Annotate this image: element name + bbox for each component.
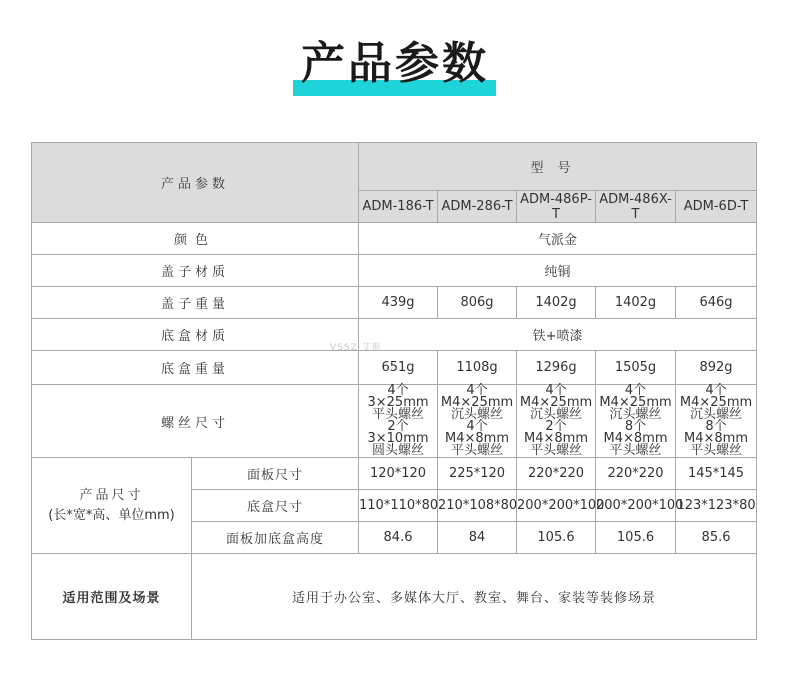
screw-line: 2个M4×8mm: [524, 419, 588, 446]
screw-line: 2个3×10mm: [367, 419, 429, 446]
box-size-value: 200*200*100: [517, 490, 596, 522]
header-type-cell: 型号: [359, 143, 757, 191]
row-label-box-material: 底盒材质: [32, 319, 359, 351]
total-height-value: 105.6: [596, 522, 676, 554]
row-label-cover-weight: 盖子重量: [32, 287, 359, 319]
dimensions-unit-label: (长*宽*高、单位mm): [48, 507, 175, 523]
page-title-wrap: [0, 38, 790, 90]
cover-weight-value: 806g: [438, 287, 517, 319]
model-header: ADM-286-T: [438, 191, 517, 223]
box-size-value: 200*200*100: [596, 490, 676, 522]
sub-label-box-size: 底盒尺寸: [192, 490, 359, 522]
scope-value: 适用于办公室、多媒体大厅、教室、舞台、家装等装修场景: [192, 554, 757, 640]
panel-size-value: 120*120: [359, 458, 438, 490]
screw-line: 4个M4×25mm: [519, 383, 593, 410]
box-size-value: 210*108*80: [438, 490, 517, 522]
panel-size-value: 145*145: [676, 458, 757, 490]
box-weight-value: 1296g: [517, 351, 596, 385]
screw-size-cell: [438, 385, 517, 458]
panel-size-value: 220*220: [517, 458, 596, 490]
cover-material-value: 纯铜: [359, 255, 757, 287]
header-main-cell: 产品参数: [32, 143, 359, 223]
cover-weight-value: 439g: [359, 287, 438, 319]
screw-size-cell: [596, 385, 676, 458]
row-label-box-weight: 底盒重量: [32, 351, 359, 385]
total-height-value: 84: [438, 522, 517, 554]
total-height-value: 84.6: [359, 522, 438, 554]
dimensions-label: 产品尺寸: [79, 487, 144, 503]
box-weight-value: 1108g: [438, 351, 517, 385]
screw-size-cell: [517, 385, 596, 458]
sub-label-panel-size: 面板尺寸: [192, 458, 359, 490]
dimensions-label-cell: [32, 458, 192, 554]
screw-line: 4个M4×25mm: [440, 383, 514, 410]
screw-line: 4个3×25mm: [367, 383, 429, 410]
panel-size-value: 225*120: [438, 458, 517, 490]
watermark: VSSZ 艾斯: [330, 343, 382, 353]
screw-line: 沉头螺丝: [530, 407, 583, 422]
screw-size-cell: [359, 385, 438, 458]
sub-label-total-height: 面板加底盒高度: [192, 522, 359, 554]
box-size-value: 123*123*80: [676, 490, 757, 522]
cover-weight-value: 646g: [676, 287, 757, 319]
cover-weight-value: 1402g: [596, 287, 676, 319]
panel-size-value: 220*220: [596, 458, 676, 490]
screw-size-cell: [676, 385, 757, 458]
box-weight-value: 1505g: [596, 351, 676, 385]
box-weight-value: 892g: [676, 351, 757, 385]
screw-line: 沉头螺丝: [451, 407, 504, 422]
screw-line: 4个M4×8mm: [445, 419, 509, 446]
screw-line: 平头螺丝: [530, 443, 583, 458]
row-label-cover-material: 盖子材质: [32, 255, 359, 287]
color-value: 气派金: [359, 223, 757, 255]
screw-line: 8个M4×8mm: [603, 419, 668, 446]
screw-line: 沉头螺丝: [609, 407, 662, 422]
scope-label: 适用范围及场景: [32, 554, 192, 640]
screw-line: 平头螺丝: [690, 443, 743, 458]
screw-line: 8个M4×8mm: [684, 419, 749, 446]
total-height-value: 105.6: [517, 522, 596, 554]
screw-line: 平头螺丝: [451, 443, 504, 458]
screw-line: 4个M4×25mm: [599, 383, 672, 410]
model-header: ADM-486X-T: [596, 191, 676, 223]
model-header: ADM-486P-T: [517, 191, 596, 223]
screw-line: 沉头螺丝: [690, 407, 743, 422]
page-title: 产品参数: [301, 38, 489, 89]
screw-line: 圆头螺丝: [372, 443, 425, 458]
row-label-color: 颜色: [32, 223, 359, 255]
box-weight-value: 651g: [359, 351, 438, 385]
model-header: ADM-186-T: [359, 191, 438, 223]
model-header: ADM-6D-T: [676, 191, 757, 223]
cover-weight-value: 1402g: [517, 287, 596, 319]
screw-line: 4个M4×25mm: [679, 383, 753, 410]
spec-table: [31, 142, 757, 640]
screw-line: 平头螺丝: [372, 407, 425, 422]
box-size-value: 110*110*80: [359, 490, 438, 522]
box-material-value: 铁+喷漆: [359, 319, 757, 351]
screw-line: 平头螺丝: [609, 443, 662, 458]
row-label-screw-size: 螺丝尺寸: [32, 385, 359, 458]
total-height-value: 85.6: [676, 522, 757, 554]
